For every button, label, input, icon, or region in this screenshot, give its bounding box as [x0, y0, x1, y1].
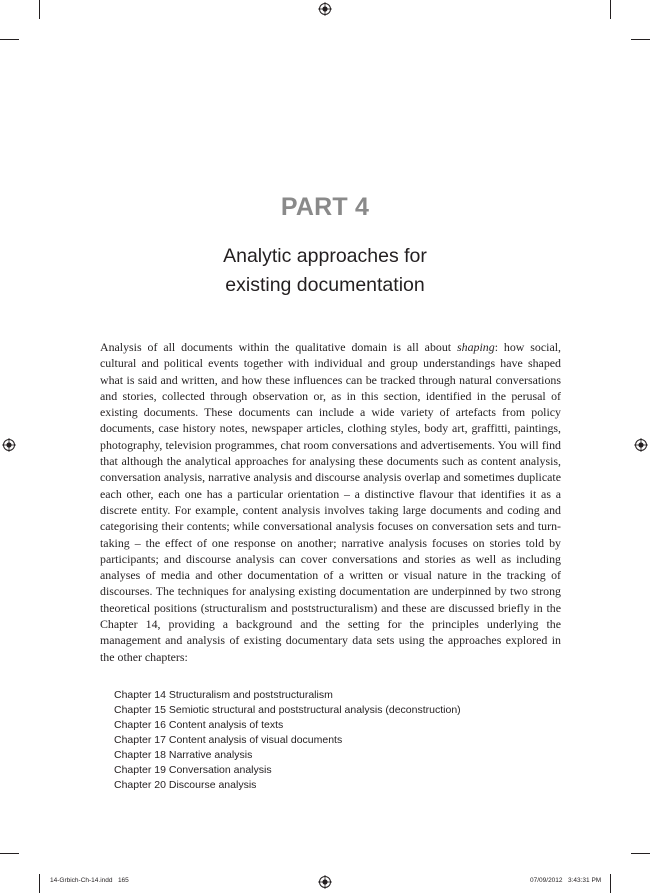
registration-mark-icon [2, 438, 16, 452]
crop-mark-top-left-vertical [39, 0, 40, 19]
part-subtitle-line-1: Analytic approaches for [223, 245, 427, 267]
registration-mark-icon [318, 2, 332, 16]
crop-mark-bottom-left-horizontal [0, 853, 19, 854]
intro-text-start: Analysis of all documents within the qualitative domain is all about [100, 340, 458, 354]
crop-mark-top-left-horizontal [0, 39, 19, 40]
crop-mark-top-right-vertical [610, 0, 611, 19]
slug-date: 07/09/2012 [530, 877, 563, 884]
slug-timestamp [530, 877, 601, 884]
crop-mark-bottom-right-horizontal [631, 853, 650, 854]
slug-filename [50, 877, 129, 884]
slug-filename-text: 14-Grbich-Ch-14.indd [50, 877, 113, 884]
registration-mark-icon [318, 875, 332, 889]
slug-time: 3:43:31 PM [567, 877, 602, 884]
intro-emphasis: shaping [457, 340, 495, 354]
intro-text-rest: : how social, cultural and political events together with individual and group understandings have shaped what is said and written, and how these influences can be tracked through natural conversations and stories, collected through observation or, as in this section, identified in the perusal of existing documents. These documents can include a wide variety of artefacts from policy documents, case history notes, newspaper articles, clothing styles, body art, graffitti, paintings, photography, television programmes, chat room conversations and advertisements. You will find that although the analytical approaches for analysing these documents such as content analysis, conversation analysis, narrative analysis and discourse analysis overlap and sometimes duplicate each other, each one has a particular orientation – a distinctive flavour that identifies it as a discrete entity. For example, content analysis involves taking large documents and coding and categorising their contents; while conversational analysis focuses on conversation sets and turn-taking – the effect of one response on another; narrative analysis focuses on stories told by participants; and discourse analysis can cover conversations and stories as well as including analyses of media and other documentation of a written or visual nature in the tracking of discourses. The techniques for analysing existing documentation are underpinned by two strong theoretical positions (structuralism and poststructuralism) and these are discussed briefly in the Chapter 14, providing a background and the setting for the principles underlying the management and analysis of existing documentary data sets using the approaches explored in the other chapters: [100, 340, 562, 664]
chapter-list-item: Chapter 15 Semiotic structural and poststructural analysis (deconstruction) [114, 704, 461, 716]
chapter-list-item: Chapter 18 Narrative analysis [114, 749, 253, 761]
registration-mark-icon [634, 438, 648, 452]
part-title: PART 4 [280, 193, 370, 221]
crop-mark-bottom-right-vertical [610, 874, 611, 893]
chapter-list [114, 688, 461, 793]
slug-page-number: 165 [117, 877, 129, 884]
part-subtitle-line-2: existing documentation [225, 274, 425, 296]
intro-paragraph [100, 339, 561, 665]
crop-mark-top-right-horizontal [631, 39, 650, 40]
chapter-list-item: Chapter 19 Conversation analysis [114, 764, 272, 776]
chapter-list-item: Chapter 16 Content analysis of texts [114, 719, 284, 731]
chapter-list-item: Chapter 20 Discourse analysis [114, 779, 257, 791]
crop-mark-bottom-left-vertical [39, 874, 40, 893]
chapter-list-item: Chapter 17 Content analysis of visual documents [114, 734, 343, 746]
chapter-list-item: Chapter 14 Structuralism and poststructuralism [114, 689, 333, 701]
